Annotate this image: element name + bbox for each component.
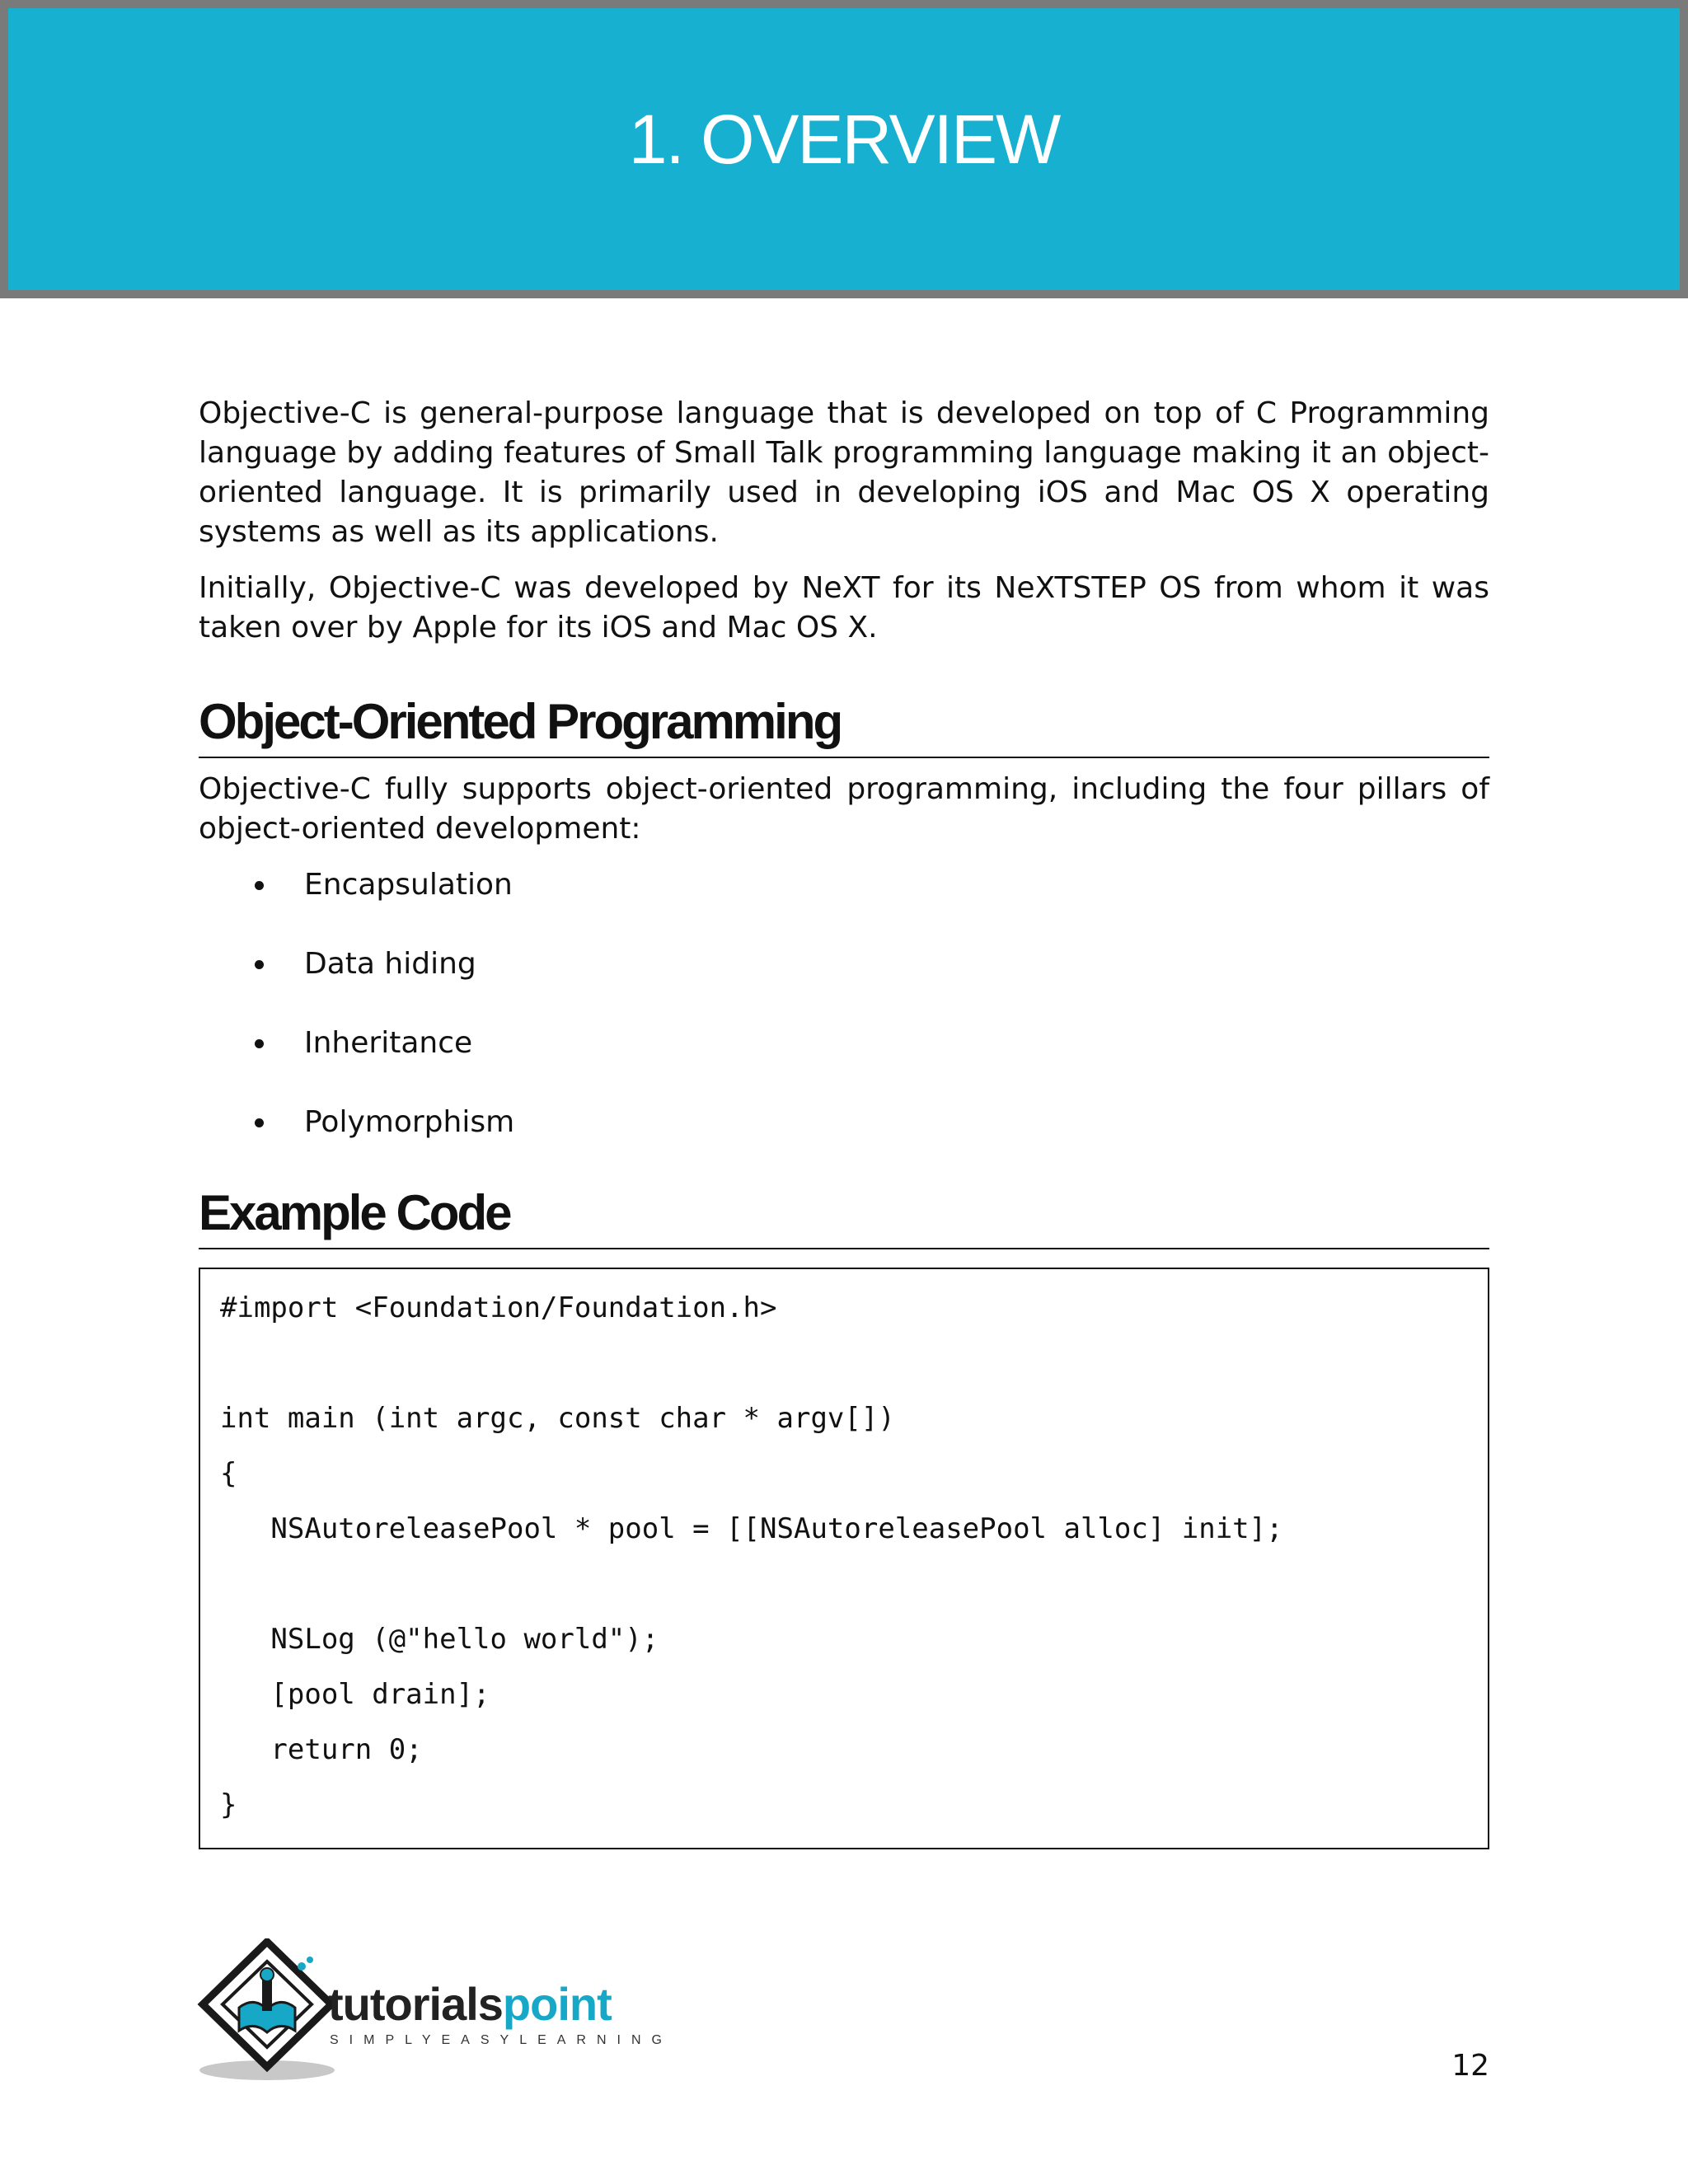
code-line: NSLog (@"hello world");	[220, 1623, 659, 1656]
code-line: }	[220, 1788, 237, 1821]
intro-paragraph-1: Objective-C is general-purpose language that is developed on top of C Programming language by adding features of Small Talk programming language making it an object-oriented language. It is primarily used in developing iOS and Mac OS X operating systems as well as its applications.	[199, 396, 1489, 549]
intro-paragraph-2: Initially, Objective-C was developed by NeXT for its NeXTSTEP OS from whom it was taken over by Apple for its iOS and Mac OS X.	[199, 571, 1489, 644]
logo-tagline: SIMPLYEASYLEARNING	[330, 2033, 673, 2047]
code-line: [pool drain];	[220, 1678, 490, 1711]
list-item	[199, 1103, 1489, 1142]
logo-word-main: tutorials	[328, 1978, 503, 2030]
list-item	[199, 865, 1489, 905]
list-item	[199, 944, 1489, 984]
code-line: int main (int argc, const char * argv[])	[220, 1402, 895, 1435]
code-line	[220, 1336, 1468, 1391]
bullet-icon	[255, 960, 264, 969]
section-heading-example-code: Example Code	[199, 1182, 1489, 1249]
code-line	[220, 1557, 1468, 1612]
oop-bullet-list	[199, 865, 1489, 1142]
chapter-banner	[0, 0, 1688, 298]
bullet-icon	[255, 1118, 264, 1127]
page-number: 12	[1451, 2049, 1489, 2083]
list-item	[199, 1024, 1489, 1063]
bullet-icon	[255, 881, 264, 890]
logo-emblem-icon	[196, 1938, 336, 2087]
code-line: #import <Foundation/Foundation.h>	[220, 1291, 777, 1324]
code-line: return 0;	[220, 1733, 423, 1766]
chapter-title: 1. OVERVIEW	[628, 101, 1060, 178]
list-item-label: Polymorphism	[304, 1105, 515, 1139]
list-item-label: Encapsulation	[304, 868, 513, 902]
code-line: {	[220, 1457, 237, 1490]
list-item-label: Inheritance	[304, 1026, 473, 1060]
logo-word-accent: point	[502, 1978, 612, 2030]
tutorialspoint-logo	[196, 1938, 673, 2087]
oop-paragraph: Objective-C fully supports object-oriented programming, including the four pillars of object-oriented development:	[199, 772, 1489, 846]
list-item-label: Data hiding	[304, 947, 476, 981]
bullet-icon	[255, 1039, 264, 1048]
code-block	[199, 1268, 1489, 1849]
section-heading-oop: Object-Oriented Programming	[199, 691, 1489, 758]
logo-wordmark	[328, 1980, 612, 2029]
page-content	[199, 394, 1489, 1849]
code-line: NSAutoreleasePool * pool = [[NSAutoreleasePool alloc] init];	[220, 1512, 1283, 1545]
